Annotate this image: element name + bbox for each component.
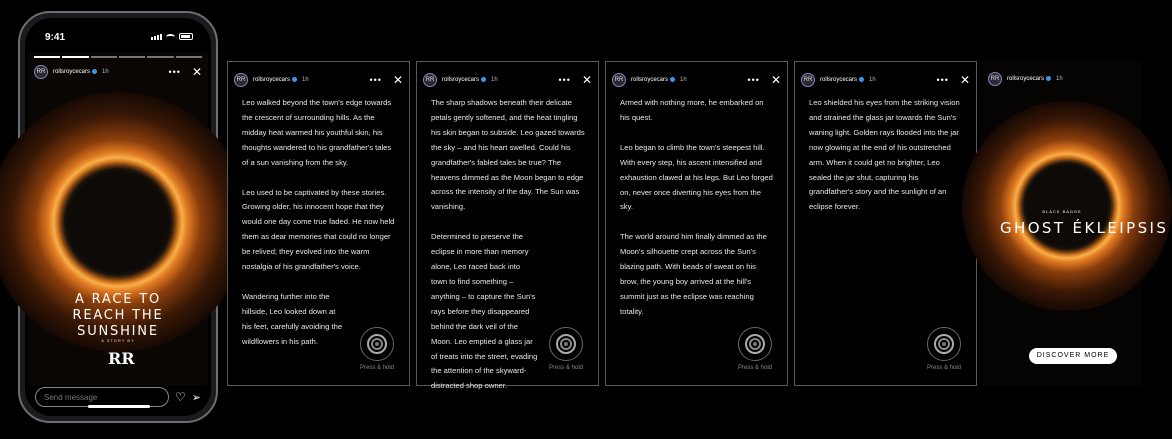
- story-progress: [34, 56, 202, 58]
- paper-plane-icon[interactable]: ➢: [191, 391, 201, 404]
- verified-badge-icon: [92, 69, 97, 74]
- heart-icon[interactable]: ♡: [175, 390, 186, 404]
- more-dots-icon[interactable]: •••: [369, 75, 382, 85]
- post-time: 1h: [680, 77, 687, 83]
- story-header: [423, 70, 592, 90]
- post-time: 1h: [302, 77, 309, 83]
- avatar[interactable]: RR: [988, 72, 1002, 86]
- post-time: 1h: [869, 77, 876, 83]
- press-hold-button[interactable]: [544, 327, 588, 371]
- press-hold-label: Press & hold: [359, 365, 395, 371]
- discover-more-button[interactable]: DISCOVER MORE: [1029, 348, 1117, 364]
- verified-badge-icon: [1046, 76, 1051, 81]
- story-viewer[interactable]: [28, 52, 208, 386]
- close-icon[interactable]: ✕: [392, 73, 403, 87]
- username[interactable]: rollsroycecars: [631, 77, 675, 83]
- close-icon[interactable]: ✕: [581, 73, 592, 87]
- send-message-input[interactable]: [35, 387, 169, 407]
- close-icon[interactable]: ✕: [959, 73, 970, 87]
- paragraph: Leo used to be captivated by these stories. Growing older, his innocent hope that they would one day come true faded. He now held them as dear memories that could no longer be relived; they evolved into the warm nostalgia of his grandfather's voice.: [242, 187, 395, 272]
- verified-badge-icon: [481, 77, 486, 82]
- username[interactable]: rollsroycecars: [820, 77, 864, 83]
- post-time: 1h: [102, 69, 109, 75]
- phone-screen: [25, 18, 211, 416]
- paragraph: Determined to preserve the eclipse in more than memory alone, Leo raced back into town to find something – anything – to capture the Sun's rays before they disappeared behind the dark veil of the Moon. Leo emptied a glass jar of treats into the street, evading the attention of the skyward-distracted shop owner.: [431, 232, 538, 391]
- fingerprint-icon: [738, 327, 772, 361]
- avatar[interactable]: RR: [423, 73, 437, 87]
- username[interactable]: rollsroycecars: [1007, 76, 1051, 82]
- phone-frame: [18, 11, 218, 423]
- battery-icon: [179, 33, 193, 40]
- story-card-1[interactable]: [227, 61, 410, 386]
- brand-small: BLACK BADGE: [1042, 209, 1082, 214]
- story-card-4[interactable]: [794, 61, 977, 386]
- verified-badge-icon: [670, 77, 675, 82]
- fingerprint-icon: [360, 327, 394, 361]
- close-icon[interactable]: ✕: [770, 73, 781, 87]
- paragraph: Wandering further into the hillside, Leo looked down at his feet, carefully avoiding the wildflowers in his path.: [242, 291, 343, 346]
- avatar[interactable]: RR: [801, 73, 815, 87]
- fingerprint-icon: [549, 327, 583, 361]
- more-dots-icon[interactable]: •••: [558, 75, 571, 85]
- paragraph: Leo shielded his eyes from the striking vision and strained the glass jar towards the Sun's waning light. Golden rays flooded into the jar now glowing at the end of his outstretched arm. When it could get no brighter, Leo sealed the jar shut, capturing his grandfather's story and the sunlight of an eclipse forever.: [809, 98, 960, 212]
- paragraph: Armed with nothing more, he embarked on his quest.: [620, 98, 764, 122]
- verified-badge-icon: [859, 77, 864, 82]
- press-hold-label: Press & hold: [926, 365, 962, 371]
- story-text: [620, 96, 775, 335]
- username[interactable]: rollsroycecars: [53, 69, 97, 75]
- avatar[interactable]: RR: [234, 73, 248, 87]
- story-header: [612, 70, 781, 90]
- username[interactable]: rollsroycecars: [253, 77, 297, 83]
- paragraph: The world around him finally dimmed as the Moon's silhouette crept across the Sun's blazing path. With beads of sweat on his brow, the young boy arrived at the hill's summit just as the eclipse was reaching totality.: [620, 232, 767, 316]
- status-icons: [151, 33, 193, 40]
- home-indicator: [88, 405, 150, 408]
- story-title: A RACE TO REACH THE SUNSHINE: [72, 292, 164, 339]
- story-card-3[interactable]: [605, 61, 788, 386]
- story-card-final[interactable]: [982, 61, 1169, 386]
- press-hold-button[interactable]: [922, 327, 966, 371]
- story-header: [34, 62, 202, 82]
- post-time: 1h: [491, 77, 498, 83]
- story-byline: A STORY BY: [101, 338, 135, 343]
- story-header: [988, 69, 1136, 89]
- more-dots-icon[interactable]: •••: [936, 75, 949, 85]
- verified-badge-icon: [292, 77, 297, 82]
- fingerprint-icon: [927, 327, 961, 361]
- story-header: [234, 70, 403, 90]
- username[interactable]: rollsroycecars: [442, 77, 486, 83]
- press-hold-button[interactable]: [355, 327, 399, 371]
- post-time: 1h: [1056, 76, 1063, 82]
- press-hold-label: Press & hold: [548, 365, 584, 371]
- status-time: 9:41: [45, 32, 66, 43]
- paragraph: Leo began to climb the town's steepest hill. With every step, his ascent intensified and exhaustion clawed at his legs. But Leo forged on, never once diverting his eyes from the sky.: [620, 142, 773, 212]
- rolls-royce-logo: RR: [108, 349, 135, 368]
- story-card-2[interactable]: [416, 61, 599, 391]
- signal-icon: [151, 34, 162, 40]
- press-hold-button[interactable]: [733, 327, 777, 371]
- eclipse-image: [962, 101, 1172, 311]
- story-text: [242, 96, 397, 365]
- wifi-icon: [166, 34, 175, 40]
- product-title: GHOST ÉKLEIPSIS: [1000, 219, 1169, 237]
- avatar[interactable]: RR: [34, 65, 48, 79]
- press-hold-label: Press & hold: [737, 365, 773, 371]
- more-dots-icon[interactable]: •••: [168, 67, 181, 77]
- avatar[interactable]: RR: [612, 73, 626, 87]
- close-icon[interactable]: ✕: [191, 65, 202, 79]
- story-header: [801, 70, 970, 90]
- paragraph: Leo walked beyond the town's edge towards the crescent of surrounding hills. As the midday heat warmed his youthful skin, his thoughts wandered to his grandfather's tales of a sun vanishing from the sky.: [242, 98, 392, 167]
- story-text: [809, 96, 964, 230]
- more-dots-icon[interactable]: •••: [747, 75, 760, 85]
- paragraph: The sharp shadows beneath their delicate petals gently softened, and the heat tingling his skin began to subside. Leo gazed towards the sky – and his heart swelled. Could his grandfather's fabled tales be true? The heavens dimmed as the Moon began to edge across the intensity of the day. The Sun was vanishing.: [431, 98, 585, 212]
